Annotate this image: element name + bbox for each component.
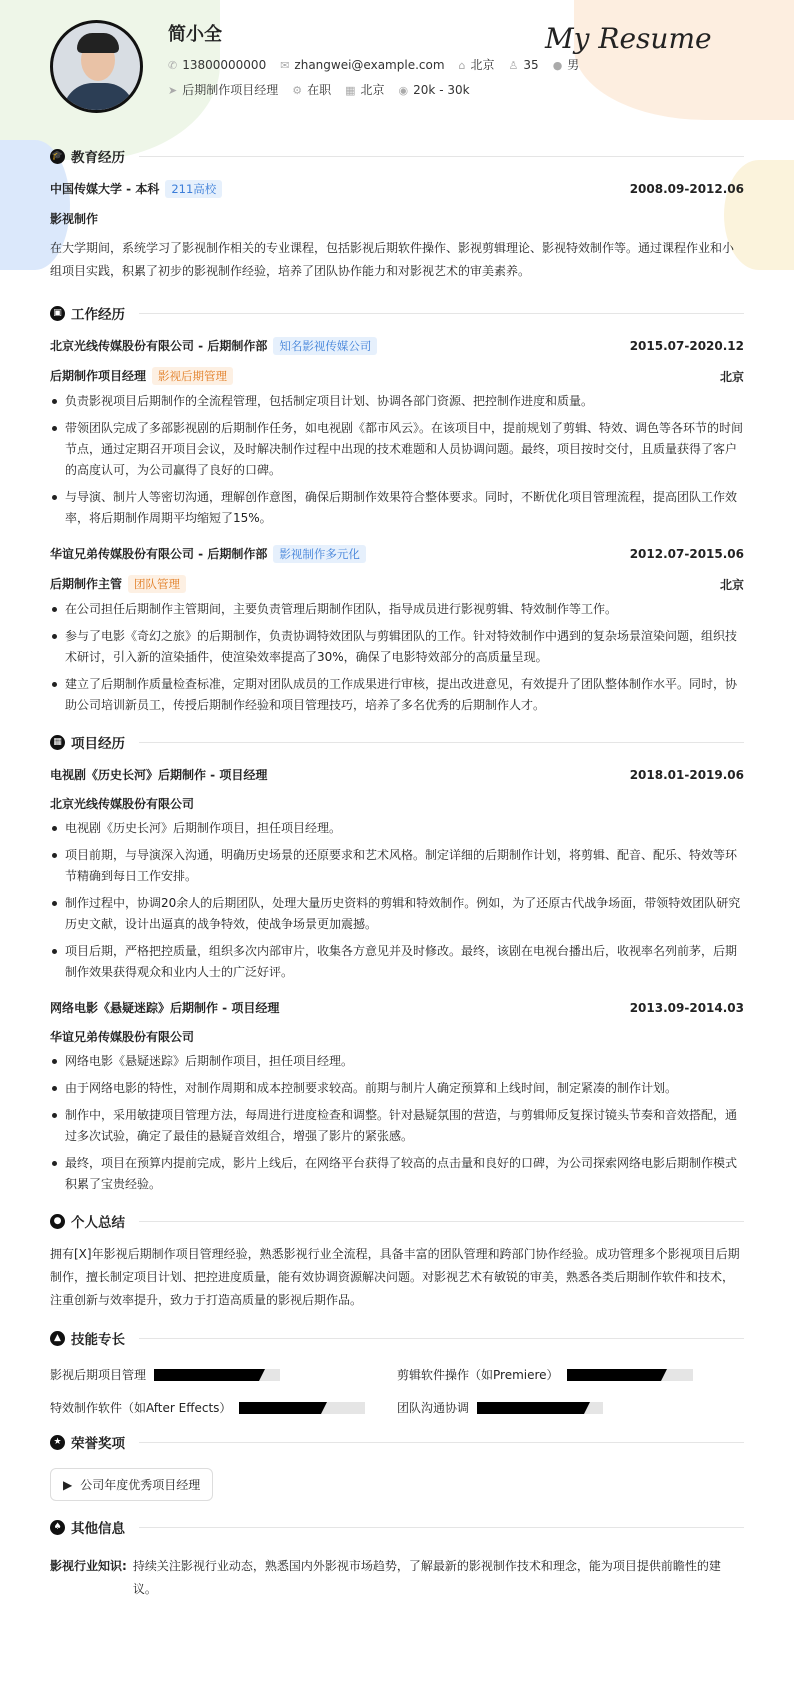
award-name: 公司年度优秀项目经理	[80, 1478, 201, 1492]
mail-icon: ✉	[280, 58, 290, 72]
project-date: 2013.09-2014.03	[629, 1000, 744, 1015]
home-icon: ⌂	[458, 59, 466, 72]
job-intent-info	[168, 81, 470, 98]
work-bullets	[50, 391, 744, 529]
skill-name: 特效制作软件（如After Effects）	[50, 1401, 232, 1415]
work-role-row	[50, 367, 744, 385]
info-value: 在职	[307, 83, 332, 97]
info-item	[399, 83, 470, 97]
salary-icon: ◉	[398, 83, 409, 97]
skill-name: 剪辑软件操作（如Premiere）	[397, 1368, 559, 1382]
project-company: 北京光线传媒股份有限公司	[50, 797, 195, 811]
awards-section	[50, 1430, 744, 1501]
projects-section	[50, 730, 744, 1195]
summary-section	[50, 1209, 744, 1312]
age-icon: ♙	[508, 58, 519, 72]
projects-icon: ▦	[50, 735, 65, 750]
section-title: 项目经历	[71, 736, 125, 752]
project-company-row	[50, 1028, 744, 1045]
info-value: 男	[567, 58, 580, 72]
school-tag: 211高校	[165, 180, 222, 198]
section-title: 荣誉奖项	[71, 1436, 125, 1452]
caret-right-icon: ▶	[63, 1477, 73, 1492]
bullet-item: 带领团队完成了多部影视剧的后期制作任务，如电视剧《都市风云》。在该项目中，提前规划了剪辑、特效、调色等各环节的时间节点，通过定期召开项目会议，及时解决制作过程中出现的技术难题和人员协调问题。最终，项目按时交付，且质量获得了客户的高度认可，为公司赢得了良好的口碑。	[50, 418, 744, 481]
bullet-item: 建立了后期制作质量检查标准，定期对团队成员的工作成果进行审核，提出改进意见，有效提升了团队整体制作水平。同时，协助公司培训新员工，传授后期制作经验和项目管理技巧，培养了多名优秀的后期制作人才。	[50, 674, 744, 716]
section-title: 教育经历	[71, 150, 125, 166]
contact-info	[168, 56, 579, 73]
info-value: 后期制作项目经理	[182, 83, 279, 97]
summary-icon: ●	[50, 1214, 65, 1229]
other-info-row	[50, 1555, 744, 1601]
bullet-item: 制作中，采用敏捷项目管理方法，每周进行进度检查和调整。针对悬疑氛围的营造，与剪辑师反复探讨镜头节奏和音效搭配，通过多次试验，确定了最佳的悬疑音效组合，增强了影片的紧张感。	[50, 1105, 744, 1147]
info-item	[553, 56, 580, 73]
section-header	[50, 1515, 744, 1539]
skills-section	[50, 1326, 744, 1416]
company-name: 华谊兄弟传媒股份有限公司 - 后期制作部	[50, 547, 268, 561]
bullet-item: 负责影视项目后期制作的全流程管理，包括制定项目计划、协调各部门资源、把控制作进度和质量。	[50, 391, 744, 412]
skill-name: 团队沟通协调	[397, 1401, 470, 1415]
info-value: 35	[523, 57, 539, 72]
awards-icon: ★	[50, 1435, 65, 1450]
role-tag: 影视后期管理	[152, 367, 233, 385]
building-icon: ▦	[345, 84, 356, 97]
info-value: 北京	[470, 58, 495, 72]
resume-title: My Resume	[545, 22, 712, 55]
skill-bar	[154, 1369, 280, 1381]
work-city: 北京	[719, 369, 744, 384]
education-icon: 🎓	[50, 149, 65, 164]
skills-grid	[50, 1366, 744, 1416]
info-item	[292, 81, 331, 98]
skill-item	[50, 1399, 397, 1416]
bullet-item: 电视剧《历史长河》后期制作项目，担任项目经理。	[50, 818, 744, 839]
section-title: 个人总结	[71, 1215, 125, 1231]
project-row	[50, 766, 744, 783]
other-section	[50, 1515, 744, 1601]
phone-icon: ✆	[168, 58, 178, 72]
major: 影视制作	[50, 212, 99, 226]
info-item	[345, 81, 384, 98]
project-name: 电视剧《历史长河》后期制作 - 项目经理	[50, 768, 268, 782]
skill-bar-fill	[154, 1369, 259, 1381]
divider	[139, 1442, 744, 1443]
work-role-row	[50, 575, 744, 593]
company-tag: 知名影视传媒公司	[273, 337, 377, 355]
skill-item	[397, 1399, 744, 1416]
bullet-item: 与导演、制片人等密切沟通，理解创作意图，确保后期制作效果符合整体要求。同时，不断优化项目管理流程，提高团队工作效率，将后期制作周期平均缩短了15%。	[50, 487, 744, 529]
skill-bar-fill	[477, 1402, 584, 1414]
role-tag: 团队管理	[128, 575, 186, 593]
company-tag: 影视制作多元化	[273, 545, 366, 563]
education-description: 在大学期间，系统学习了影视制作相关的专业课程，包括影视后期软件操作、影视剪辑理论、影视特效制作等。通过课程作业和小组项目实践，积累了初步的影视制作经验，培养了团队协作能力和对影视艺术的审美素养。	[50, 241, 735, 278]
skill-name: 影视后期项目管理	[50, 1368, 147, 1382]
info-value: zhangwei@example.com	[294, 57, 445, 72]
other-value: 持续关注影视行业动态，熟悉国内外影视市场趋势，了解最新的影视制作技术和理念，能为项目提供前瞻性的建议。	[132, 1559, 721, 1596]
work-bullets	[50, 599, 744, 716]
bullet-item: 在公司担任后期制作主管期间，主要负责管理后期制作团队，指导成员进行影视剪辑、特效制作等工作。	[50, 599, 744, 620]
section-title: 工作经历	[71, 307, 125, 323]
project-company: 华谊兄弟传媒股份有限公司	[50, 1030, 195, 1044]
skill-item	[397, 1366, 744, 1383]
divider	[139, 1338, 744, 1339]
divider	[139, 313, 744, 314]
info-item	[509, 58, 539, 72]
company-name: 北京光线传媒股份有限公司 - 后期制作部	[50, 339, 268, 353]
project-date: 2018.01-2019.06	[629, 767, 744, 782]
divider	[139, 1221, 744, 1222]
work-company-row	[50, 545, 744, 563]
other-key: 影视行业知识:	[50, 1559, 127, 1573]
school-name: 中国传媒大学 - 本科	[50, 182, 160, 196]
candidate-name: 简小全	[168, 24, 222, 45]
section-header	[50, 1209, 744, 1233]
skill-bar-fill	[567, 1369, 662, 1381]
education-date: 2008.09-2012.06	[629, 182, 744, 196]
work-icon: ▣	[50, 306, 65, 321]
status-icon: ⚙	[292, 84, 303, 97]
info-value: 北京	[360, 83, 385, 97]
info-item	[168, 81, 278, 98]
skill-bar	[567, 1369, 693, 1381]
resume-header	[50, 0, 744, 130]
bullet-item: 网络电影《悬疑迷踪》后期制作项目，担任项目经理。	[50, 1051, 744, 1072]
section-header	[50, 1326, 744, 1350]
skill-bar	[477, 1402, 603, 1414]
work-date: 2012.07-2015.06	[629, 547, 744, 561]
section-header	[50, 1430, 744, 1454]
work-date: 2015.07-2020.12	[629, 339, 744, 353]
section-header	[50, 301, 744, 325]
section-header	[50, 144, 744, 168]
summary-text: 拥有[X]年影视后期制作项目管理经验，熟悉影视行业全流程，具备丰富的团队管理和跨部门协作经验。成功管理多个影视项目后期制作，擅长制定项目计划、把控进度质量，能有效协调资源解决问题。对影视艺术有敏锐的审美，熟悉各类后期制作软件和技术，注重创新与效率提升，致力于打造高质量的影视后期作品。	[50, 1247, 740, 1307]
major-row	[50, 210, 744, 227]
divider	[139, 1527, 744, 1528]
gender-icon: ●	[552, 59, 563, 72]
project-row	[50, 999, 744, 1016]
project-company-row	[50, 795, 744, 812]
project-bullets	[50, 818, 744, 983]
bullet-item: 项目前期，与导演深入沟通，明确历史场景的还原要求和艺术风格。制定详细的后期制作计划，将剪辑、配音、配乐、特效等环节精确到每日工作安排。	[50, 845, 744, 887]
role: 后期制作项目经理	[50, 369, 147, 383]
project-bullets	[50, 1051, 744, 1195]
send-icon: ➤	[168, 84, 178, 97]
award-item[interactable]	[50, 1468, 213, 1501]
section-title: 技能专长	[71, 1332, 125, 1348]
skill-item	[50, 1366, 397, 1383]
section-title: 其他信息	[71, 1521, 125, 1537]
education-row	[50, 180, 744, 198]
work-company-row	[50, 337, 744, 355]
education-section	[50, 144, 744, 283]
section-header	[50, 730, 744, 754]
skills-icon: ▲	[50, 1331, 65, 1346]
divider	[139, 742, 744, 743]
info-item	[168, 58, 266, 72]
avatar	[50, 20, 143, 113]
info-item	[280, 58, 444, 72]
work-city: 北京	[719, 577, 744, 592]
bullet-item: 制作过程中，协调20余人的后期团队，处理大量历史资料的剪辑和特效制作。例如，为了还原古代战争场面，带领特效团队研究历史文献，设计出逼真的战争特效，使战争场景更加震撼。	[50, 893, 744, 935]
info-value: 20k - 30k	[413, 82, 470, 97]
project-name: 网络电影《悬疑迷踪》后期制作 - 项目经理	[50, 1001, 280, 1015]
other-icon: ♠	[50, 1520, 65, 1535]
skill-bar-fill	[239, 1402, 321, 1414]
bullet-item: 最终，项目在预算内提前完成，影片上线后，在网络平台获得了较高的点击量和良好的口碑，为公司探索网络电影后期制作模式积累了宝贵经验。	[50, 1153, 744, 1195]
skill-bar	[239, 1402, 365, 1414]
divider	[139, 156, 744, 157]
bullet-item: 项目后期，严格把控质量，组织多次内部审片，收集各方意见并及时修改。最终，该剧在电视台播出后，收视率名列前茅，后期制作效果获得观众和业内人士的广泛好评。	[50, 941, 744, 983]
bullet-item: 由于网络电影的特性，对制作周期和成本控制要求较高。前期与制片人确定预算和上线时间，制定紧凑的制作计划。	[50, 1078, 744, 1099]
info-value: 13800000000	[182, 57, 267, 72]
role: 后期制作主管	[50, 577, 123, 591]
work-section	[50, 301, 744, 716]
info-item	[459, 56, 495, 73]
bullet-item: 参与了电影《奇幻之旅》的后期制作，负责协调特效团队与剪辑团队的工作。针对特效制作中遇到的复杂场景渲染问题，组织技术研讨，引入新的渲染插件，使渲染效率提高了30%，确保了电影特效部分的高质量呈现。	[50, 626, 744, 668]
